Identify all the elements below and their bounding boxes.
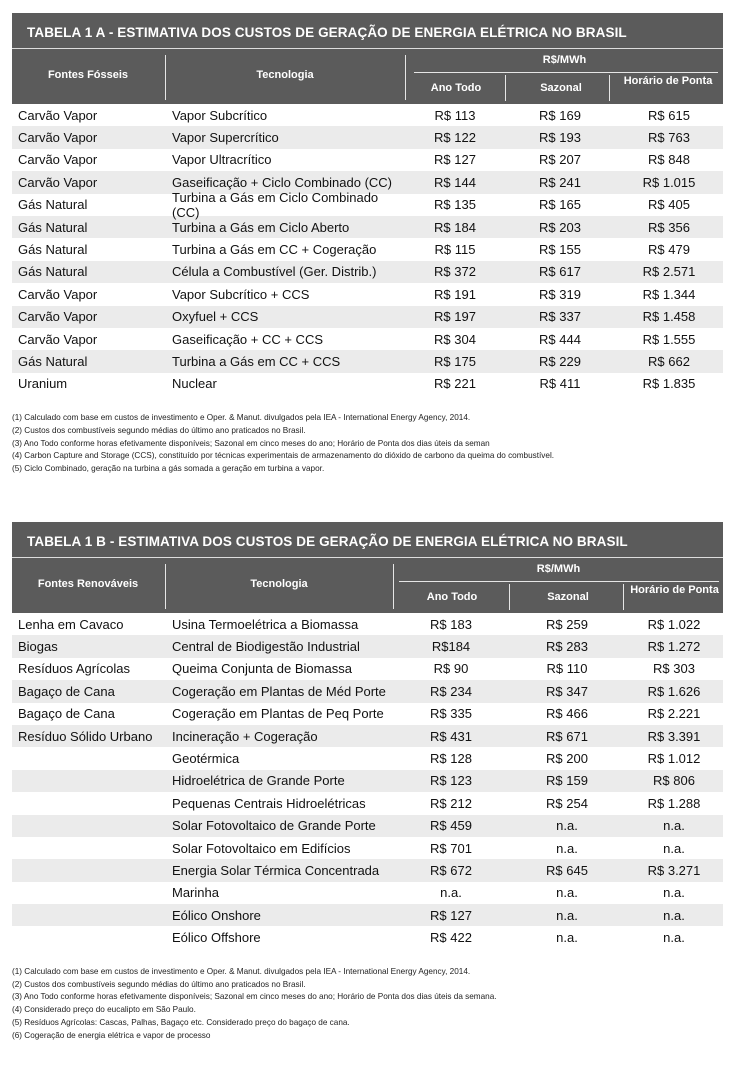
cell-source: Uranium	[18, 376, 68, 392]
cell-source: Lenha em Cavaco	[18, 616, 124, 632]
header-source: Fontes Renováveis	[37, 578, 139, 590]
cell-seasonal: R$ 200	[546, 751, 588, 767]
cell-technology: Marinha	[172, 885, 219, 901]
table-row	[12, 104, 723, 126]
header-source: Fontes Fósseis	[47, 69, 129, 81]
cell-technology: Turbina a Gás em CC + Cogeração	[172, 242, 377, 258]
cell-year: R$ 431	[430, 728, 472, 744]
cell-peak: R$ 1.626	[647, 683, 701, 699]
cell-peak: R$ 1.022	[647, 616, 701, 632]
header-divider	[623, 584, 624, 610]
cell-technology: Central de Biodigestão Industrial	[172, 639, 360, 655]
cell-year: R$ 335	[430, 706, 472, 722]
cell-seasonal: R$ 337	[539, 309, 581, 325]
table-row	[12, 373, 723, 395]
cell-source: Carvão Vapor	[18, 331, 98, 347]
table-row	[12, 635, 723, 657]
cell-technology: Nuclear	[172, 376, 217, 392]
cell-technology: Célula a Combustível (Ger. Distrib.)	[172, 264, 377, 280]
cell-peak: R$ 1.555	[642, 331, 696, 347]
cell-seasonal: R$ 444	[539, 331, 581, 347]
cell-technology: Usina Termoelétrica a Biomassa	[172, 616, 359, 632]
header-technology: Tecnologia	[250, 578, 308, 590]
cell-seasonal: R$ 347	[546, 683, 588, 699]
cell-seasonal: R$ 645	[546, 862, 588, 878]
cell-peak: R$ 1.015	[642, 174, 696, 190]
cell-peak: n.a.	[663, 930, 685, 946]
header-unit: R$/MWh	[542, 54, 587, 66]
header-seasonal: Sazonal	[540, 82, 582, 94]
table-1b-body	[12, 613, 723, 949]
cell-year: R$ 459	[430, 818, 472, 834]
header-year: Ano Todo	[430, 82, 482, 94]
footnote: (6) Cogeração de energia elétrica e vapor de processo	[12, 1030, 211, 1040]
cell-technology: Cogeração em Plantas de Méd Porte	[172, 683, 386, 699]
cell-year: R$ 123	[430, 773, 472, 789]
table-row	[12, 149, 723, 171]
cell-peak: R$ 1.344	[642, 286, 696, 302]
cell-peak: R$ 1.012	[647, 751, 701, 767]
cell-source: Carvão Vapor	[18, 286, 98, 302]
cell-year: R$ 304	[434, 331, 476, 347]
table-row	[12, 126, 723, 148]
cell-seasonal: R$ 165	[539, 197, 581, 213]
cell-year: R$ 234	[430, 683, 472, 699]
cell-source: Bagaço de Cana	[18, 683, 115, 699]
table-row	[12, 328, 723, 350]
cell-source: Carvão Vapor	[18, 309, 98, 325]
cell-peak: R$ 1.458	[642, 309, 696, 325]
table-row	[12, 216, 723, 238]
cell-seasonal: R$ 254	[546, 795, 588, 811]
cell-technology: Geotérmica	[172, 751, 240, 767]
cell-peak: R$ 2.221	[647, 706, 701, 722]
table-1a	[12, 13, 723, 476]
cell-peak: R$ 615	[648, 107, 690, 123]
cell-seasonal: R$ 411	[539, 376, 581, 392]
cell-year: R$ 90	[433, 661, 469, 677]
table-row	[12, 725, 723, 747]
header-year: Ano Todo	[426, 591, 478, 603]
header-divider	[609, 75, 610, 101]
cell-peak: n.a.	[663, 840, 685, 856]
cell-year: R$ 128	[430, 751, 472, 767]
cell-technology: Queima Conjunta de Biomassa	[172, 661, 352, 677]
cell-source: Carvão Vapor	[18, 174, 98, 190]
footnote: (4) Carbon Capture and Storage (CCS), constituído por técnicas experimentais de armazenamento do dióxido de carbono da queima do combustível.	[12, 451, 555, 461]
cell-seasonal: R$ 110	[546, 661, 588, 677]
cell-peak: R$ 3.391	[647, 728, 701, 744]
table-row	[12, 261, 723, 283]
cell-source: Bagaço de Cana	[18, 706, 115, 722]
table-1b-notes	[12, 966, 723, 1043]
cell-seasonal: R$ 169	[539, 107, 581, 123]
table-1a-header	[12, 49, 723, 104]
footnote: (2) Custos dos combustíveis segundo médias do último ano praticados no Brasil.	[12, 425, 306, 435]
cell-year: R$ 127	[430, 907, 472, 923]
cell-peak: R$ 1.288	[647, 795, 701, 811]
table-row	[12, 306, 723, 328]
cell-year: R$ 122	[434, 130, 476, 146]
cell-technology: Cogeração em Plantas de Peq Porte	[172, 706, 384, 722]
header-unit-line	[414, 72, 718, 73]
table-1a-title: TABELA 1 A - ESTIMATIVA DOS CUSTOS DE GERAÇÃO DE ENERGIA ELÉTRICA NO BRASIL	[12, 13, 723, 49]
footnote: (1) Calculado com base em custos de investimento e Oper. & Manut. divulgados pela IEA - International Energy Agency, 2014.	[12, 966, 471, 976]
header-unit-line	[399, 581, 719, 582]
cell-technology: Vapor Ultracrítico	[172, 152, 272, 168]
cell-seasonal: R$ 229	[539, 353, 581, 369]
header-unit: R$/MWh	[536, 563, 581, 575]
cell-year: R$ 135	[434, 197, 476, 213]
cell-seasonal: n.a.	[556, 885, 578, 901]
cell-year: R$ 422	[430, 930, 472, 946]
cell-seasonal: n.a.	[556, 930, 578, 946]
cell-seasonal: R$ 283	[546, 639, 588, 655]
table-row	[12, 859, 723, 881]
cell-year: R$ 115	[434, 242, 476, 258]
footnote: (1) Calculado com base em custos de investimento e Oper. & Manut. divulgados pela IEA - International Energy Agency, 2014.	[12, 413, 471, 423]
table-row	[12, 904, 723, 926]
cell-seasonal: n.a.	[556, 907, 578, 923]
cell-seasonal: R$ 155	[539, 242, 581, 258]
cell-seasonal: R$ 193	[539, 130, 581, 146]
cell-peak: R$ 303	[653, 661, 695, 677]
cell-technology: Oxyfuel + CCS	[172, 309, 259, 325]
cell-seasonal: R$ 617	[539, 264, 581, 280]
cell-technology: Vapor Subcrítico + CCS	[172, 286, 310, 302]
table-row	[12, 283, 723, 305]
cell-source: Gás Natural	[18, 264, 88, 280]
table-row	[12, 613, 723, 635]
cell-year: R$ 113	[434, 107, 476, 123]
table-row	[12, 238, 723, 260]
cell-technology: Eólico Onshore	[172, 907, 261, 923]
table-row	[12, 680, 723, 702]
cell-source: Carvão Vapor	[18, 107, 98, 123]
cell-source: Gás Natural	[18, 242, 88, 258]
cell-technology: Vapor Supercrítico	[172, 130, 279, 146]
cell-year: R$ 175	[434, 353, 476, 369]
cell-source: Carvão Vapor	[18, 152, 98, 168]
cell-peak: R$ 662	[648, 353, 690, 369]
table-row	[12, 747, 723, 769]
footnote: (3) Ano Todo conforme horas efetivamente disponíveis; Sazonal em cinco meses do ano; Horário de Ponta dos dias úteis da seman	[12, 438, 490, 448]
table-row	[12, 770, 723, 792]
cell-peak: R$ 763	[648, 130, 690, 146]
cell-technology: Vapor Subcrítico	[172, 107, 268, 123]
cell-seasonal: R$ 259	[546, 616, 588, 632]
cell-source: Resíduos Agrícolas	[18, 661, 131, 677]
cell-technology: Solar Fotovoltaico de Grande Porte	[172, 818, 376, 834]
cell-technology: Gaseificação + CC + CCS	[172, 331, 324, 347]
cell-technology: Pequenas Centrais Hidroelétricas	[172, 795, 366, 811]
cell-source: Gás Natural	[18, 219, 88, 235]
cell-source: Gás Natural	[18, 353, 88, 369]
cell-year: R$184	[431, 639, 471, 655]
cell-year: R$ 221	[434, 376, 476, 392]
table-1b	[12, 522, 723, 1043]
table-1a-notes	[12, 412, 723, 476]
table-row	[12, 703, 723, 725]
table-row	[12, 926, 723, 948]
cell-seasonal: n.a.	[556, 818, 578, 834]
cell-source: Gás Natural	[18, 197, 88, 213]
cell-peak: R$ 2.571	[642, 264, 696, 280]
cell-technology: Turbina a Gás em Ciclo Combinado (CC)	[172, 189, 379, 220]
cell-year: R$ 184	[434, 219, 476, 235]
cell-technology: Turbina a Gás em Ciclo Aberto	[172, 219, 350, 235]
cell-peak: R$ 806	[653, 773, 695, 789]
cell-peak: R$ 1.835	[642, 376, 696, 392]
header-technology: Tecnologia	[256, 69, 314, 81]
cell-seasonal: n.a.	[556, 840, 578, 856]
cell-peak: n.a.	[663, 885, 685, 901]
table-row	[12, 350, 723, 372]
cell-technology: Gaseificação + Ciclo Combinado (CC)	[172, 174, 393, 190]
cell-source: Biogas	[18, 639, 58, 655]
cell-year: R$ 197	[434, 309, 476, 325]
footnote: (2) Custos dos combustíveis segundo médias do último ano praticados no Brasil.	[12, 979, 306, 989]
cell-seasonal: R$ 466	[546, 706, 588, 722]
cell-seasonal: R$ 241	[539, 174, 581, 190]
header-seasonal: Sazonal	[547, 591, 589, 603]
cell-year: R$ 144	[434, 174, 476, 190]
footnote: (5) Ciclo Combinado, geração na turbina a gás somada a geração em turbina a vapor.	[12, 464, 325, 474]
cell-peak: n.a.	[663, 907, 685, 923]
table-1b-header	[12, 558, 723, 613]
header-peak: Horário de Ponta	[630, 584, 719, 596]
cell-peak: n.a.	[663, 818, 685, 834]
cell-technology: Incineração + Cogeração	[172, 728, 318, 744]
header-peak: Horário de Ponta	[623, 75, 713, 87]
cell-seasonal: R$ 159	[546, 773, 588, 789]
cell-peak: R$ 1.272	[647, 639, 701, 655]
cell-source: Carvão Vapor	[18, 130, 98, 146]
footnote: (4) Considerado preço do eucalipto em São Paulo.	[12, 1005, 196, 1015]
table-row	[12, 189, 723, 220]
cell-year: R$ 212	[430, 795, 472, 811]
table-row	[12, 658, 723, 680]
cell-year: R$ 191	[434, 286, 476, 302]
cell-technology: Eólico Offshore	[172, 930, 261, 946]
cell-year: R$ 672	[430, 862, 472, 878]
cell-peak: R$ 479	[648, 242, 690, 258]
cell-technology: Turbina a Gás em CC + CCS	[172, 353, 341, 369]
cell-technology: Solar Fotovoltaico em Edifícios	[172, 840, 351, 856]
table-1a-body	[12, 104, 723, 395]
cell-year: R$ 372	[434, 264, 476, 280]
cell-seasonal: R$ 203	[539, 219, 581, 235]
cell-seasonal: R$ 319	[539, 286, 581, 302]
table-row	[12, 815, 723, 837]
cell-peak: R$ 405	[648, 197, 690, 213]
cell-peak: R$ 3.271	[647, 862, 701, 878]
cell-technology: Hidroelétrica de Grande Porte	[172, 773, 345, 789]
table-1b-title: TABELA 1 B - ESTIMATIVA DOS CUSTOS DE GERAÇÃO DE ENERGIA ELÉTRICA NO BRASIL	[12, 522, 723, 558]
table-row	[12, 792, 723, 814]
cell-year: R$ 127	[434, 152, 476, 168]
cell-peak: R$ 848	[648, 152, 690, 168]
cell-seasonal: R$ 671	[546, 728, 588, 744]
footnote: (5) Resíduos Agrícolas: Cascas, Palhas, Bagaço etc. Considerado preço do bagaço de cana.	[12, 1018, 350, 1028]
footnote: (3) Ano Todo conforme horas efetivamente disponíveis; Sazonal em cinco meses do ano; Horário de Ponta dos dias úteis da semana.	[12, 992, 497, 1002]
cell-year: R$ 183	[430, 616, 472, 632]
cell-year: R$ 701	[430, 840, 472, 856]
cell-peak: R$ 356	[648, 219, 690, 235]
table-row	[12, 882, 723, 904]
cell-year: n.a.	[440, 885, 462, 901]
cell-seasonal: R$ 207	[539, 152, 581, 168]
cell-source: Resíduo Sólido Urbano	[18, 728, 153, 744]
table-row	[12, 837, 723, 859]
cell-technology: Energia Solar Térmica Concentrada	[172, 862, 380, 878]
